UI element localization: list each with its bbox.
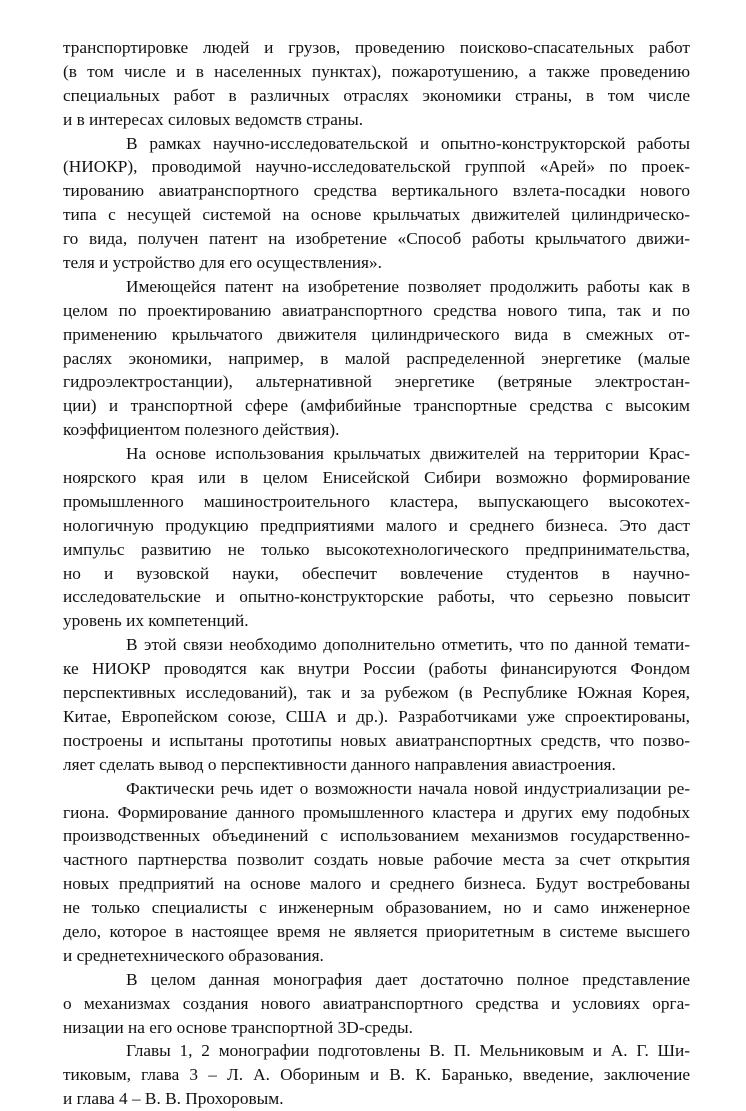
text-line: нологичную продукцию предприятиями малого и среднего бизнеса. Это даст (63, 515, 690, 535)
text-line: ляет сделать вывод о перспективности данного направления авиастроения. (63, 754, 616, 774)
text-line: целом по проектированию авиатранспортного средства нового типа, так и по (63, 300, 690, 320)
paragraph (63, 1039, 690, 1111)
text-line: Имеющейся патент на изобретение позволяет продолжить работы как в (126, 276, 690, 296)
paragraph (63, 275, 690, 442)
text-line: дело, которое в настоящее время не является приоритетным в системе высшего (63, 921, 690, 941)
text-line: уровень их компетенций. (63, 611, 249, 631)
text-line: Фактически речь идет о возможности начала новой индустриализации ре- (126, 778, 690, 798)
text-line: гидроэлектростанции), альтернативной энергетике (ветряные электростан- (63, 372, 690, 392)
text-line: низации на его основе транспортной 3D-среды. (63, 1017, 413, 1037)
body-text (63, 36, 690, 1111)
text-line: тиковым, глава 3 – Л. А. Обориным и В. К. Баранько, введение, заключение (63, 1065, 690, 1085)
text-line: Китае, Европейском союзе, США и др.). Разработчиками уже спроектированы, (63, 706, 690, 726)
text-line: но и вузовской науки, обеспечит вовлечение студентов в научно- (63, 563, 690, 583)
text-line: промышленного машиностроительного кластера, выпускающего высокотех- (63, 491, 690, 511)
text-line: гиона. Формирование данного промышленного кластера и других ему подобных (63, 802, 690, 822)
text-line: В этой связи необходимо дополнительно отметить, что по данной темати- (126, 635, 690, 655)
text-line: производственных объединений с использованием механизмов государственно- (63, 826, 690, 846)
text-line: коэффициентом полезного действия). (63, 420, 340, 440)
text-line: новых предприятий на основе малого и среднего бизнеса. Будут востребованы (63, 874, 690, 894)
text-line: В целом данная монография дает достаточно полное представление (126, 969, 690, 989)
text-line: ке НИОКР проводятся как внутри России (работы финансируются Фондом (63, 659, 690, 679)
text-line: раслях экономики, например, в малой распределенной энергетике (малые (63, 348, 690, 368)
paragraph (63, 968, 690, 1040)
text-line: ции) и транспортной сфере (амфибийные транспортные средства с высоким (63, 396, 690, 416)
paragraph (63, 777, 690, 968)
text-line: Главы 1, 2 монографии подготовлены В. П. Мельниковым и А. Г. Ши- (126, 1041, 690, 1061)
text-line: теля и устройство для его осуществления». (63, 253, 382, 273)
paragraph (63, 442, 690, 633)
text-line: импульс развитию не только высокотехнологического предпринимательства, (63, 539, 690, 559)
text-line: (НИОКР), проводимой научно-исследовательской группой «Арей» по проек- (63, 157, 690, 177)
text-line: и среднетехнического образования. (63, 945, 324, 965)
text-line: о механизмах создания нового авиатранспортного средства и условиях орга- (63, 993, 690, 1013)
text-line: и глава 4 – В. В. Прохоровым. (63, 1089, 284, 1109)
paragraph (63, 633, 690, 776)
paragraph (63, 36, 690, 132)
text-line: ноярского края или в целом Енисейской Сибири возможно формирование (63, 468, 690, 488)
text-line: На основе использования крыльчатых движителей на территории Крас- (126, 444, 690, 464)
text-line: перспективных исследований), так и за рубежом (в Республике Южная Корея, (63, 683, 690, 703)
text-line: (в том числе и в населенных пунктах), пожаротушению, а также проведению (63, 61, 690, 81)
text-line: типа с несущей системой на основе крыльчатых движителей цилиндрическо- (63, 205, 690, 225)
text-line: специальных работ в различных отраслях экономики страны, в том числе (63, 85, 690, 105)
text-line: не только специалисты с инженерным образованием, но и само инженерное (63, 898, 690, 918)
text-line: исследовательские и опытно-конструкторские работы, что серьезно повысит (63, 587, 690, 607)
text-line: применению крыльчатого движителя цилиндрического вида в смежных от- (63, 324, 690, 344)
text-line: частного партнерства позволит создать новые рабочие места за счет открытия (63, 850, 690, 870)
paragraph (63, 132, 690, 275)
text-line: построены и испытаны прототипы новых авиатранспортных средств, что позво- (63, 730, 690, 750)
text-line: транспортировке людей и грузов, проведению поисково-спасательных работ (63, 38, 690, 57)
text-line: тированию авиатранспортного средства вертикального взлета-посадки нового (63, 181, 690, 201)
text-line: и в интересах силовых ведомств страны. (63, 109, 364, 129)
text-line: го вида, получен патент на изобретение «Способ работы крыльчатого движи- (63, 229, 690, 249)
text-line: В рамках научно-исследовательской и опытно-конструкторской работы (126, 133, 690, 153)
